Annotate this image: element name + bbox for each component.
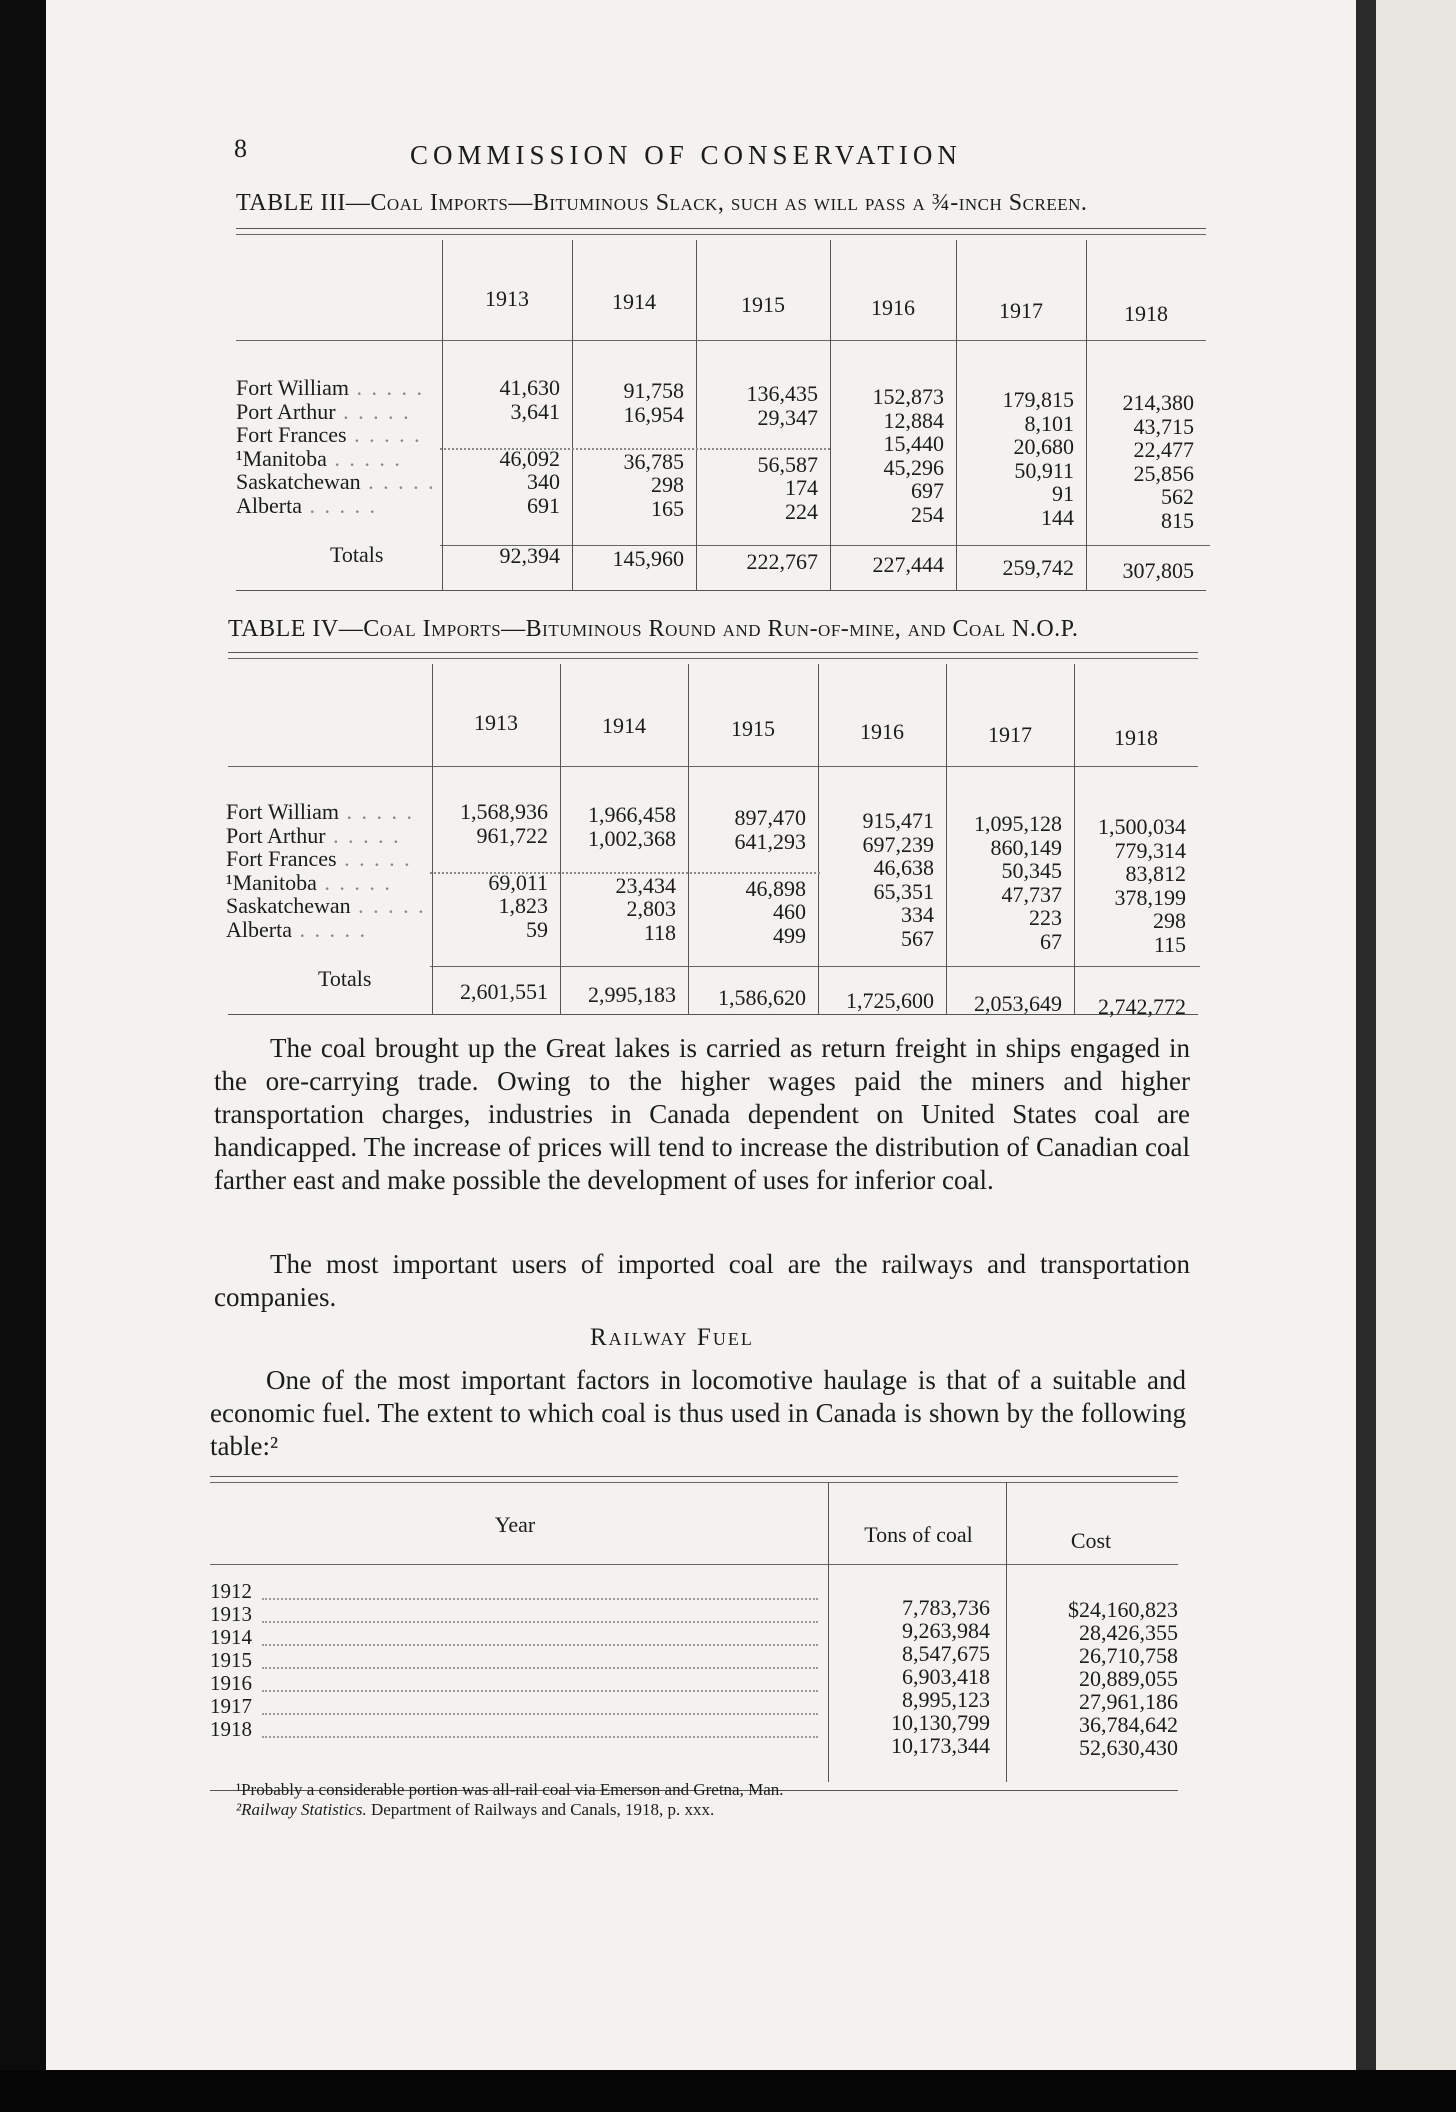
railway-tons-cell: 9,263,984: [902, 1618, 990, 1643]
table4-row-label-text: Port Arthur: [226, 822, 326, 848]
table3-row-label-text: ¹Manitoba: [236, 445, 327, 471]
table3-row-label-text: Port Arthur: [236, 398, 336, 424]
table3-year-header: 1917: [999, 298, 1043, 323]
table4-cell: 897,470: [734, 805, 806, 830]
table4-total-rule: [430, 966, 1200, 967]
railway-cost-cell: 36,784,642: [1079, 1712, 1178, 1737]
railway-year: 1912: [210, 1579, 252, 1603]
railway-leader-dots: [262, 1690, 818, 1692]
table3-cell: 3,641: [510, 398, 560, 424]
table4-year-header: 1918: [1114, 725, 1158, 750]
table3-cell: 144: [1041, 504, 1074, 530]
table4-cell: 298: [1153, 908, 1186, 933]
table4-row-label: [226, 847, 426, 870]
railway-cost-cell: 26,710,758: [1079, 1643, 1178, 1668]
table4-dotted-rule: [430, 872, 820, 874]
table3-row-label: [236, 400, 436, 423]
table3-cell: 298: [651, 472, 684, 497]
table4-cell: 65,351: [873, 878, 934, 904]
table3-cell: 41,630: [499, 375, 560, 400]
table3-dotted-rule: [440, 448, 830, 450]
railway-header-year: Year: [494, 1512, 536, 1537]
table4-row-label-text: Saskatchewan: [226, 893, 351, 918]
table3-cell: 45,296: [883, 454, 944, 480]
leader-dots: . . . . .: [301, 492, 377, 518]
table4-cell: 67: [1040, 928, 1062, 954]
table4-cell: 46,898: [745, 875, 806, 901]
table4-total-cell: 2,601,551: [460, 979, 548, 1004]
table4-cell: 499: [773, 922, 806, 948]
table4-cell: 2,803: [626, 896, 676, 921]
railway-header-cost: Cost: [1070, 1528, 1112, 1553]
table3-year-header: 1916: [871, 295, 915, 320]
railway-year: 1914: [210, 1625, 252, 1649]
table4-cell: 641,293: [734, 828, 806, 854]
table4-cell: 378,199: [1114, 884, 1186, 910]
table3-cell: 91,758: [623, 378, 684, 403]
table3-row-label: [236, 423, 436, 446]
table3-cell: 136,435: [746, 381, 818, 406]
table3-cell: 12,884: [883, 407, 944, 433]
adjacent-page: [1376, 0, 1456, 2070]
leader-dots: . . . . .: [339, 799, 414, 824]
table3-cell: 562: [1161, 484, 1194, 509]
table3-total-cell: 259,742: [1002, 555, 1074, 580]
leader-dots: . . . . .: [335, 398, 411, 424]
leader-dots: . . . . .: [350, 893, 426, 918]
railway-year: 1915: [210, 1648, 252, 1672]
table3-row-label-text: Alberta: [236, 492, 302, 518]
table4-title: TABLE IV—Coal Imports—Bituminous Round and Run-of-mine, and Coal N.O.P.: [228, 616, 1079, 642]
table4-cell: 1,966,458: [588, 802, 676, 827]
table3-year-header: 1918: [1124, 301, 1168, 326]
table4-cell: 860,149: [990, 834, 1062, 860]
railway-tons-cell: 8,995,123: [902, 1687, 990, 1712]
table4-top-rule: [228, 652, 1198, 653]
table3-cell: 174: [785, 475, 818, 500]
railway-table-divider-2: [1006, 1482, 1007, 1782]
running-head: COMMISSION OF CONSERVATION: [410, 140, 962, 170]
table4-total-cell: 2,053,649: [974, 991, 1062, 1016]
table4-cell: 915,471: [862, 808, 934, 833]
table3-cell: 25,856: [1133, 460, 1194, 486]
railway-tons-cell: 7,783,736: [902, 1595, 990, 1620]
leader-dots: . . . . .: [326, 445, 402, 471]
table4-row-label: [226, 871, 426, 894]
table4-cell: 1,568,936: [460, 799, 548, 824]
table3-total-cell: 145,960: [612, 546, 684, 571]
leader-dots: . . . . .: [316, 869, 392, 895]
page-edge: [1356, 0, 1376, 2070]
table4-head-rule: [228, 766, 1198, 767]
table4-cell: 567: [901, 925, 934, 951]
table4-cell: 83,812: [1125, 861, 1186, 886]
footnote-2-rest: Department of Railways and Canals, 1918, p. xxx.: [366, 1800, 715, 1819]
table3-cell: 91: [1052, 481, 1074, 506]
railway-table-top-rule: [210, 1476, 1178, 1477]
railway-tons-cell: 10,130,799: [891, 1710, 990, 1735]
table3-cell: 43,715: [1133, 413, 1194, 439]
table4-row-label-text: Fort Frances: [226, 846, 337, 871]
leader-dots: . . . . .: [360, 469, 436, 494]
railway-table-top-rule-2: [210, 1482, 1178, 1483]
scan-border: [0, 2070, 1456, 2112]
railway-year: 1913: [210, 1602, 252, 1626]
railway-year: 1918: [210, 1717, 252, 1741]
table4-row-label: [226, 918, 426, 941]
table4-cell: 1,500,034: [1098, 814, 1186, 839]
railway-table-head-rule: [210, 1564, 1178, 1565]
table4-cell: 223: [1029, 905, 1062, 930]
leader-dots: . . . . .: [336, 846, 412, 871]
table4-cell: 460: [773, 899, 806, 924]
table4-cell: 697,239: [862, 831, 934, 857]
table4-row-label: [226, 800, 426, 823]
railway-leader-dots: [262, 1736, 818, 1738]
leader-dots: . . . . .: [349, 375, 424, 400]
railway-cost-cell: $24,160,823: [1068, 1597, 1178, 1622]
page-number: 8: [234, 134, 247, 163]
table3-cell: 15,440: [883, 431, 944, 456]
railway-cost-cell: 52,630,430: [1079, 1735, 1178, 1760]
table3-cell: 691: [527, 492, 560, 518]
table4-total-cell: 1,725,600: [846, 988, 934, 1013]
table4-cell: 118: [643, 919, 676, 945]
section-heading: Railway Fuel: [590, 1324, 754, 1351]
railway-leader-dots: [262, 1598, 818, 1600]
paragraph-2: The most important users of imported coal are the railways and transportation companies.: [214, 1249, 1190, 1312]
table3-cell: 50,911: [1014, 457, 1074, 483]
table3-row-label: [236, 447, 436, 470]
table4-year-header: 1913: [474, 710, 518, 735]
table3-total-cell: 92,394: [499, 543, 560, 568]
table3-cell: 36,785: [623, 448, 684, 474]
table3-cell: 224: [785, 498, 818, 524]
table3-cell: 56,587: [757, 451, 818, 477]
table3-bottom-rule: [236, 590, 1206, 591]
table4-year-header: 1916: [860, 719, 904, 744]
table3-cell: 815: [1161, 507, 1194, 533]
table3-cell: 8,101: [1024, 410, 1074, 436]
railway-leader-dots: [262, 1667, 818, 1669]
table4-row-label-text: Alberta: [226, 916, 292, 942]
table4-cell: 779,314: [1114, 837, 1186, 863]
table3-row-label-text: Fort William: [236, 375, 349, 400]
table4-cell: 961,722: [476, 822, 548, 848]
footnote-1: ¹Probably a considerable portion was all-rail coal via Emerson and Gretna, Man.: [236, 1780, 784, 1799]
table4-cell: 59: [526, 916, 548, 942]
table3-top-rule-2: [236, 234, 1206, 235]
table3-row-label-text: Fort Frances: [236, 422, 347, 447]
table4-cell: 69,011: [488, 869, 548, 895]
table4-totals-label: Totals: [318, 966, 372, 991]
table3-total-cell: 307,805: [1122, 558, 1194, 583]
table3-row-label-text: Saskatchewan: [236, 469, 361, 494]
table4-cell: 1,823: [498, 893, 548, 918]
table4-total-cell: 2,742,772: [1098, 994, 1186, 1019]
table3-cell: 22,477: [1133, 437, 1194, 462]
table4-cell: 1,002,368: [588, 825, 676, 851]
table4-cell: 115: [1153, 931, 1186, 957]
railway-header-tons: Tons of coal: [864, 1522, 973, 1547]
footnote-2: [236, 1800, 714, 1819]
table4-cell: 46,638: [873, 855, 934, 880]
railway-leader-dots: [262, 1644, 818, 1646]
railway-table-divider-1: [828, 1482, 829, 1782]
table4-row-label: [226, 824, 426, 847]
railway-tons-cell: 6,903,418: [902, 1664, 990, 1689]
table3-cell: 340: [527, 469, 560, 494]
leader-dots: . . . . .: [325, 822, 401, 848]
railway-year: 1916: [210, 1671, 252, 1695]
table4-year-header: 1914: [602, 713, 646, 738]
table3-cell: 254: [911, 501, 944, 527]
railway-leader-dots: [262, 1621, 818, 1623]
table4-year-header: 1915: [731, 716, 775, 741]
table3-cell: 29,347: [757, 404, 818, 430]
railway-cost-cell: 28,426,355: [1079, 1620, 1178, 1645]
railway-year: 1917: [210, 1694, 252, 1718]
footnote-2-source: ²Railway Statistics.: [236, 1800, 367, 1819]
table4-cell: 1,095,128: [974, 811, 1062, 836]
table4-cell: 50,345: [1001, 858, 1062, 883]
table3-head-rule: [236, 340, 1206, 341]
table3-cell: 46,092: [499, 445, 560, 471]
table3-cell: 16,954: [623, 401, 684, 427]
table4-cell: 334: [901, 902, 934, 927]
table4-cell: 47,737: [1001, 881, 1062, 907]
table3-year-header: 1915: [741, 292, 785, 317]
table3-total-cell: 227,444: [872, 552, 944, 577]
table3-totals-label: Totals: [330, 542, 384, 567]
table4-total-cell: 2,995,183: [588, 982, 676, 1007]
table3-year-header: 1913: [485, 286, 529, 311]
table3-row-label: [236, 470, 436, 493]
table4-top-rule-2: [228, 658, 1198, 659]
paragraph-3: One of the most important factors in locomotive haulage is that of a suitable and economic fuel. The extent to which coal is thus used in Canada is shown by the following table:²: [210, 1365, 1186, 1461]
paragraph-1: The coal brought up the Great lakes is carried as return freight in ships engaged in the ore-carrying trade. Owing to the higher wages paid the miners and higher transportation charges, industries in Canada dependent on United States coal are handicapped. The increase of prices will tend to increase the distribution of Canadian coal farther east and make possible the development of uses for inferior coal.: [214, 1033, 1190, 1195]
table4-row-label: [226, 894, 426, 917]
table3-top-rule: [236, 228, 1206, 229]
table3-year-header: 1914: [612, 289, 656, 314]
table4-row-label-text: Fort William: [226, 799, 339, 824]
railway-cost-cell: 20,889,055: [1079, 1666, 1178, 1691]
table3-total-cell: 222,767: [746, 549, 818, 574]
railway-cost-cell: 27,961,186: [1079, 1689, 1178, 1714]
table4-row-label-text: ¹Manitoba: [226, 869, 317, 895]
table3-cell: 152,873: [872, 384, 944, 409]
table3-cell: 214,380: [1122, 390, 1194, 415]
table3-title: TABLE III—Coal Imports—Bituminous Slack, such as will pass a ¾-inch Screen.: [236, 190, 1088, 216]
table4-year-header: 1917: [988, 722, 1032, 747]
table3-cell: 20,680: [1013, 434, 1074, 459]
leader-dots: . . . . .: [291, 916, 367, 942]
railway-tons-cell: 8,547,675: [902, 1641, 990, 1666]
table3-row-label: [236, 494, 436, 517]
railway-leader-dots: [262, 1713, 818, 1715]
railway-tons-cell: 10,173,344: [891, 1733, 990, 1758]
table4-cell: 23,434: [615, 872, 676, 898]
table4-total-cell: 1,586,620: [718, 985, 806, 1010]
leader-dots: . . . . .: [346, 422, 422, 447]
table3-cell: 179,815: [1002, 387, 1074, 412]
table3-cell: 165: [651, 495, 684, 521]
table3-row-label: [236, 376, 436, 399]
table3-cell: 697: [911, 478, 944, 503]
